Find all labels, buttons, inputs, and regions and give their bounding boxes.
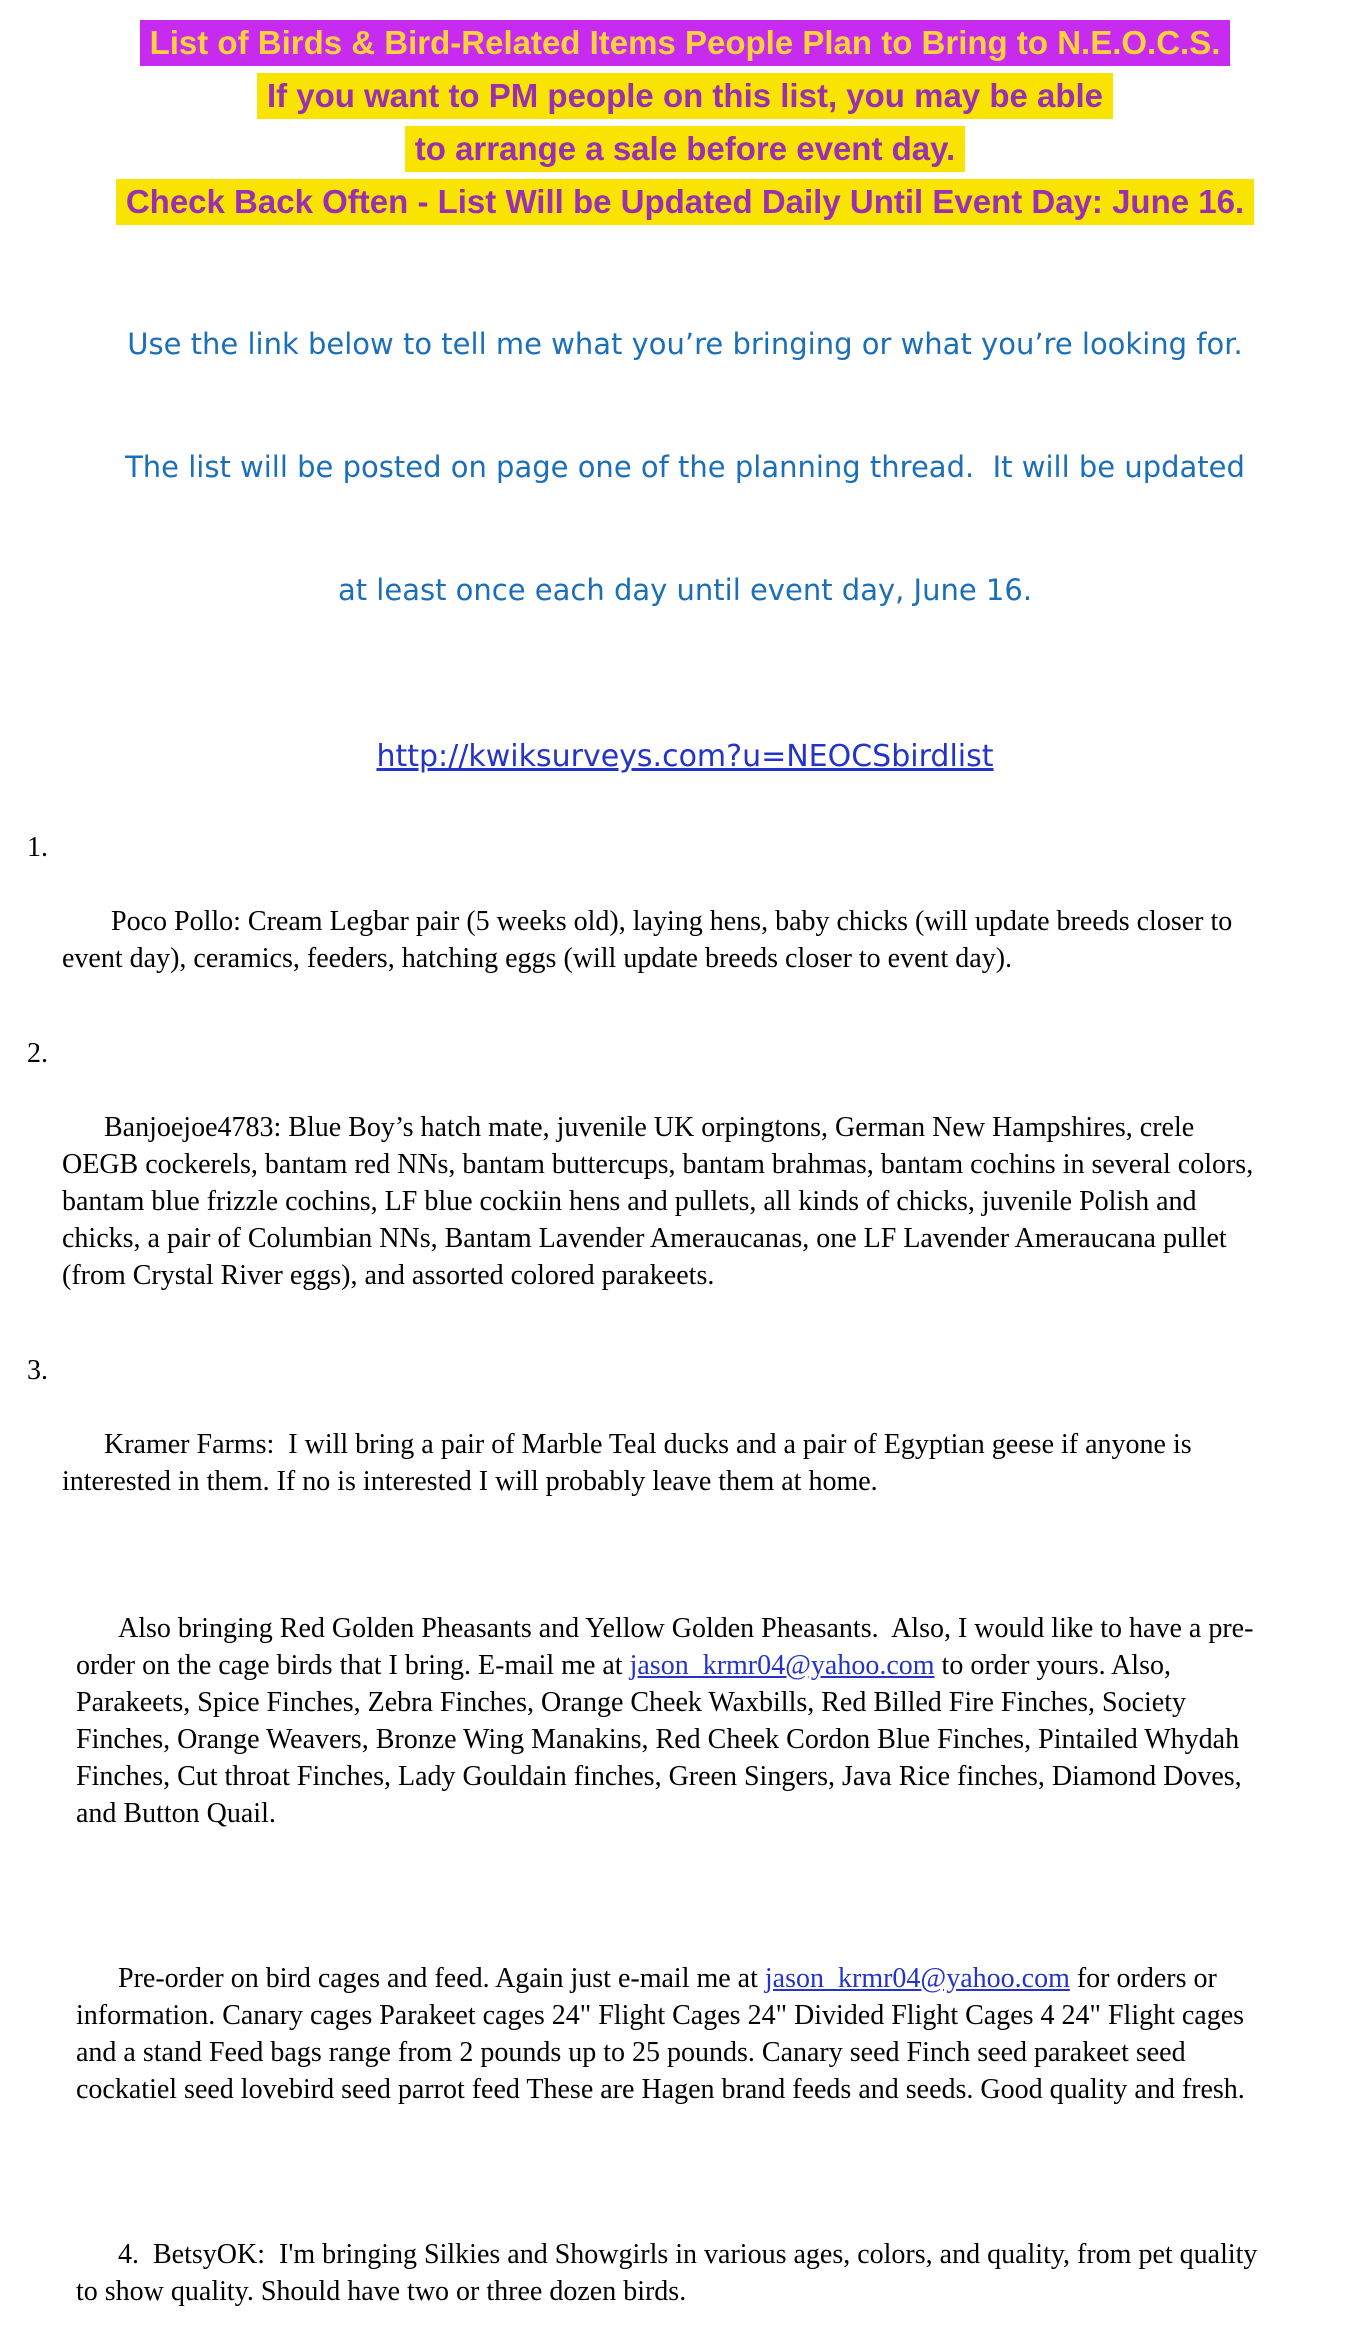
title-highlight: List of Birds & Bird-Related Items People Plan to Bring to N.E.O.C.S. <box>140 20 1231 66</box>
list-item-3-text: Kramer Farms: I will bring a pair of Marble Teal ducks and a pair of Egyptian geese if anyone is interested in them. If no is interested I will probably leave them at home. <box>62 1429 1199 1497</box>
subtitle-line-1 <box>0 73 1370 126</box>
survey-link[interactable]: http://kwiksurveys.com?u=NEOCSbirdlist <box>376 739 994 774</box>
check-back-highlight: Check Back Often - List Will be Updated Daily Until Event Day: June 16. <box>116 179 1254 225</box>
document-header <box>0 20 1370 232</box>
title-line <box>0 20 1370 73</box>
paragraph-preorder <box>76 1923 1270 2145</box>
subtitle-line-2 <box>0 126 1370 179</box>
list-item-3 <box>0 1352 1370 1537</box>
subtitle-highlight-2: to arrange a sale before event day. <box>405 126 965 172</box>
paragraph-pheasants-post: to order yours. Also, Parakeets, Spice Finches, Zebra Finches, Orange Cheek Waxbills, Red Billed Fire Finches, Society Finches, Orange Weavers, Bronze Wing Manakins, Red Cheek Cordon Blue Finches, Pintailed Whydah Finches, Cut throat Finches, Lady Gouldain finches, Green Singers, Java Rice finches, Diamond Doves, and Button Quail. <box>76 1650 1249 1829</box>
intro-paragraph <box>0 242 1370 693</box>
paragraph-pheasants-pre: Also bringing Red Golden Pheasants and Yellow Golden Pheasants. Also, I would like to have a pre-order on the cage birds that I bring. E-mail me at <box>76 1613 1254 1681</box>
list-number-1: 1. <box>27 832 48 863</box>
paragraph-betsy <box>76 2199 1270 2347</box>
paragraph-pheasants <box>76 1573 1270 1869</box>
list-number-3: 3. <box>27 1355 48 1386</box>
paragraph-betsy-text: 4. BetsyOK: I'm bringing Silkies and Showgirls in various ages, colors, and quality, from pet quality to show quality. Should have two or three dozen birds. <box>76 2239 1265 2307</box>
list-item-2 <box>0 1035 1370 1331</box>
paragraph-preorder-post: for orders or information. Canary cages Parakeet cages 24" Flight Cages 24" Divided Flight Cages 4 24" Flight cages and a stand Feed bags range from 2 pounds up to 25 pounds. Canary seed Finch seed parakeet seed cockatiel seed lovebird seed parrot feed These are Hagen brand feeds and seeds. Good quality and fresh. <box>76 1963 1252 2105</box>
check-back-line <box>0 179 1370 232</box>
list-item-1 <box>0 829 1370 1014</box>
intro-line-2: The list will be posted on page one of the planning thread. It will be updated <box>125 450 1245 484</box>
subtitle-highlight-1: If you want to PM people on this list, you may be able <box>257 73 1113 119</box>
paragraph-preorder-pre: Pre-order on bird cages and feed. Again just e-mail me at <box>118 1963 765 1994</box>
bring-list <box>0 829 1370 2347</box>
survey-link-row <box>0 737 1370 777</box>
list-item-1-text: Poco Pollo: Cream Legbar pair (5 weeks old), laying hens, baby chicks (will update breeds closer to event day), ceramics, feeders, hatching eggs (will update breeds closer to event day). <box>62 906 1240 974</box>
intro-line-3: at least once each day until event day, June 16. <box>337 573 1033 607</box>
email-link-1[interactable]: jason_krmr04@yahoo.com <box>629 1650 935 1681</box>
email-link-2[interactable]: jason_krmr04@yahoo.com <box>764 1963 1070 1994</box>
list-item-2-text: Banjoejoe4783: Blue Boy’s hatch mate, juvenile UK orpingtons, German New Hampshires, crele OEGB cockerels, bantam red NNs, bantam buttercups, bantam brahmas, bantam cochins in several colors, bantam blue frizzle cochins, LF blue cockiin hens and pullets, all kinds of chicks, juvenile Polish and chicks, a pair of Columbian NNs, Bantam Lavender Ameraucanas, one LF Lavender Ameraucana pullet (from Crystal River eggs), and assorted colored parakeets. <box>62 1112 1261 1291</box>
intro-line-1: Use the link below to tell me what you’re bringing or what you’re looking for. <box>127 327 1243 361</box>
list-number-2: 2. <box>27 1038 48 1069</box>
